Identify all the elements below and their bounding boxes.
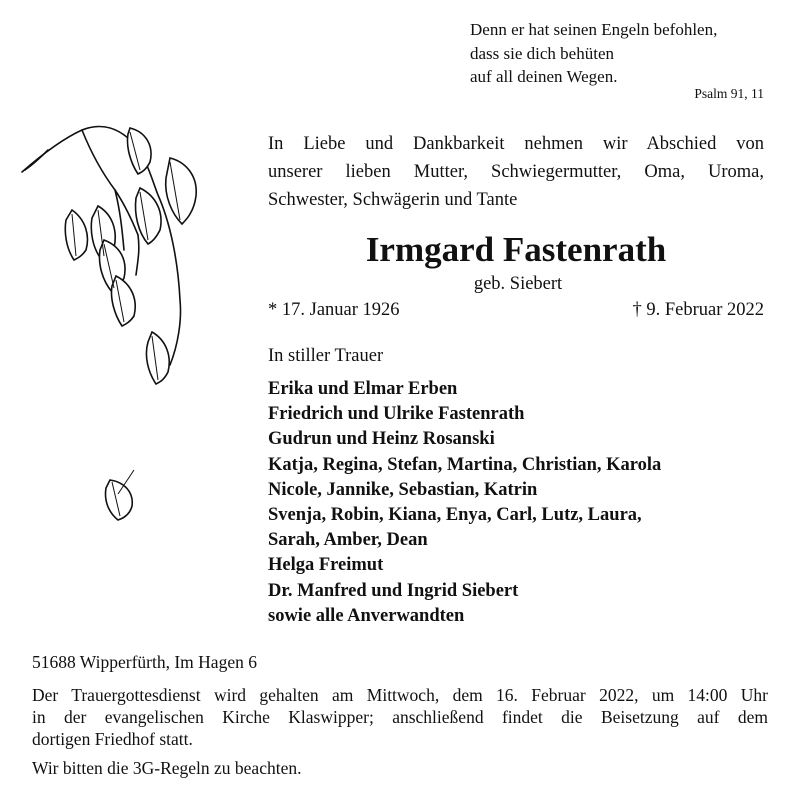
psalm-quote — [470, 18, 717, 89]
deceased-name: Irmgard Fastenrath — [365, 230, 667, 269]
mourner-entry: sowie alle Anverwandten — [268, 605, 465, 626]
mourners-list — [268, 377, 661, 629]
death-date: † 9. Februar 2022 — [632, 300, 764, 320]
intro-line: unserer lieben Mutter, Schwiegermutter, Oma, Uroma, — [268, 162, 764, 182]
birch-twig-icon — [20, 110, 205, 530]
service-info — [32, 684, 768, 751]
service-line: in der evangelischen Kirche Klaswipper; anschließend findet die Beisetzung auf dem — [32, 707, 768, 728]
mourning-heading: In stiller Trauer — [268, 346, 384, 366]
mourner-entry: Nicole, Jannike, Sebastian, Katrin — [268, 479, 538, 500]
mourner-entry: Erika und Elmar Erben — [268, 379, 458, 399]
mourner-entry: Sarah, Amber, Dean — [268, 530, 428, 551]
mourner-entry: Friedrich und Ulrike Fastenrath — [268, 404, 525, 425]
address: 51688 Wipperfürth, Im Hagen 6 — [32, 652, 257, 672]
intro-line: Schwester, Schwägerin und Tante — [268, 190, 518, 210]
maiden-name: geb. Siebert — [473, 274, 563, 294]
psalm-line: dass sie dich behüten — [470, 43, 614, 63]
psalm-line: auf all deinen Wegen. — [470, 67, 618, 86]
birth-date: * 17. Januar 1926 — [268, 300, 400, 320]
service-line: Der Trauergottesdienst wird gehalten am Mittwoch, dem 16. Februar 2022, um 14:00 Uhr — [32, 685, 768, 705]
psalm-reference: Psalm 91, 11 — [694, 86, 764, 101]
service-line: dortigen Friedhof statt. — [32, 729, 193, 750]
intro-text — [268, 130, 764, 214]
mourner-entry: Helga Freimut — [268, 555, 384, 576]
psalm-line: Denn er hat seinen Engeln befohlen, — [470, 20, 718, 39]
covid-note: Wir bitten die 3G-Regeln zu beachten. — [32, 758, 302, 778]
mourner-entry: Dr. Manfred und Ingrid Siebert — [268, 580, 519, 601]
intro-line: In Liebe und Dankbarkeit nehmen wir Abschied von — [268, 134, 764, 154]
mourner-entry: Svenja, Robin, Kiana, Enya, Carl, Lutz, Laura, — [268, 505, 642, 526]
mourner-entry: Gudrun und Heinz Rosanski — [268, 429, 495, 450]
mourner-entry: Katja, Regina, Stefan, Martina, Christian, Karola — [268, 454, 662, 475]
